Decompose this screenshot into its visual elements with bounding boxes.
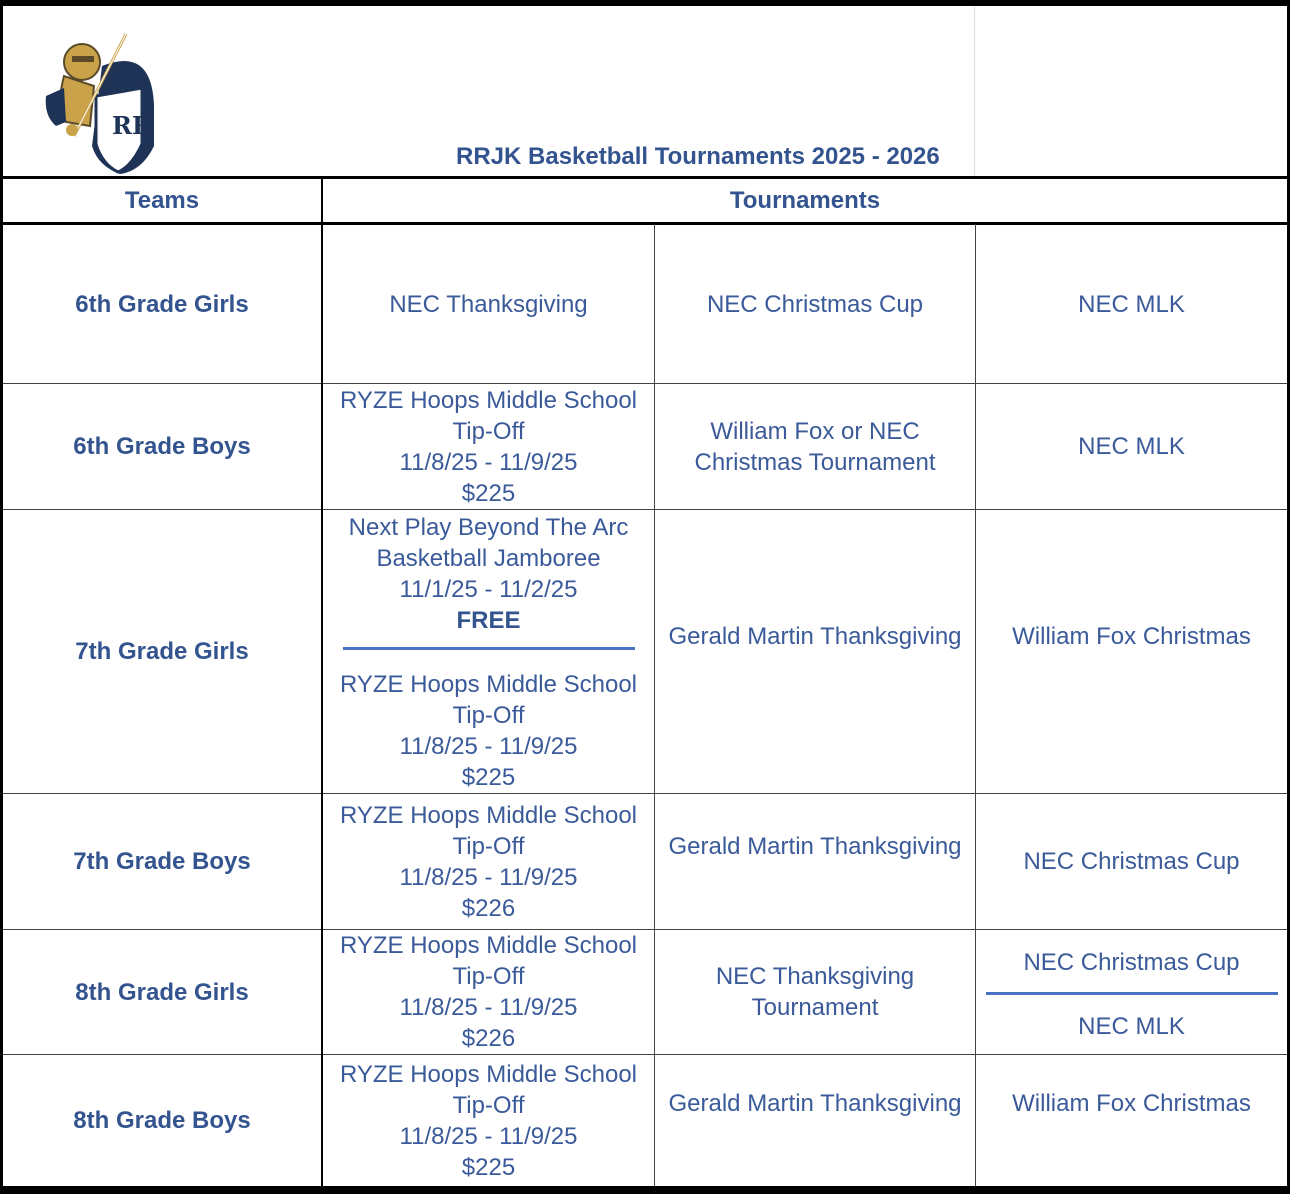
tournament-cell: RYZE Hoops Middle School Tip-Off 11/8/25 - 11/9/25 $225 bbox=[339, 1060, 638, 1181]
tournament-cell: RYZE Hoops Middle School Tip-Off 11/8/25 - 11/9/25 $226 bbox=[339, 932, 638, 1052]
tournament-cell: NEC MLK bbox=[1078, 290, 1185, 318]
price-free: FREE bbox=[456, 607, 521, 634]
tournament-cell: NEC Christmas Cup bbox=[706, 290, 924, 318]
tournament-separator bbox=[986, 992, 1278, 995]
logo-letters: RR bbox=[112, 111, 152, 140]
tournament-cell: Gerald Martin Thanksgiving bbox=[668, 1089, 962, 1117]
tournament-cell: RYZE Hoops Middle School Tip-Off 11/8/25 - 11/9/25 $225 bbox=[339, 386, 638, 507]
team-6th-grade-girls: 6th Grade Girls bbox=[75, 290, 249, 318]
tournament-cell: NEC MLK bbox=[1078, 433, 1185, 460]
tournament-cell: NEC Thanksgiving Tournament bbox=[715, 963, 915, 1021]
team-8th-grade-girls: 8th Grade Girls bbox=[75, 978, 249, 1006]
tournament-cell: William Fox or NEC Christmas Tournament bbox=[694, 417, 936, 476]
team-6th-grade-boys: 6th Grade Boys bbox=[73, 433, 251, 460]
tournament-cell: NEC Christmas Cup bbox=[1023, 848, 1240, 875]
column-header-teams: Teams bbox=[124, 187, 200, 214]
tournament-separator bbox=[343, 647, 635, 650]
team-7th-grade-girls: 7th Grade Girls bbox=[75, 638, 249, 665]
team-8th-grade-boys: 8th Grade Boys bbox=[73, 1107, 251, 1134]
tournament-cell: Next Play Beyond The Arc Basketball Jamboree 11/1/25 - 11/2/25 FREE RYZE Hoops Middle School Tip-Off 11/8/25 - 11/9/25 $225 bbox=[339, 514, 638, 791]
tournament-cell: William Fox Christmas bbox=[1012, 1089, 1251, 1117]
tournament-cell: Gerald Martin Thanksgiving bbox=[668, 623, 962, 650]
team-7th-grade-boys: 7th Grade Boys bbox=[73, 848, 251, 875]
tournament-cell: Gerald Martin Thanksgiving bbox=[668, 832, 962, 860]
tournament-cell: William Fox Christmas bbox=[1012, 623, 1251, 650]
column-header-tournaments: Tournaments bbox=[729, 187, 881, 214]
tournament-cell: RYZE Hoops Middle School Tip-Off 11/8/25 - 11/9/25 $226 bbox=[339, 801, 638, 922]
tournament-cell: NEC Thanksgiving bbox=[389, 290, 588, 318]
tournament-cell: NEC Christmas Cup NEC MLK bbox=[976, 930, 1287, 1054]
page-title: RRJK Basketball Tournaments 2025 - 2026 bbox=[456, 143, 940, 170]
